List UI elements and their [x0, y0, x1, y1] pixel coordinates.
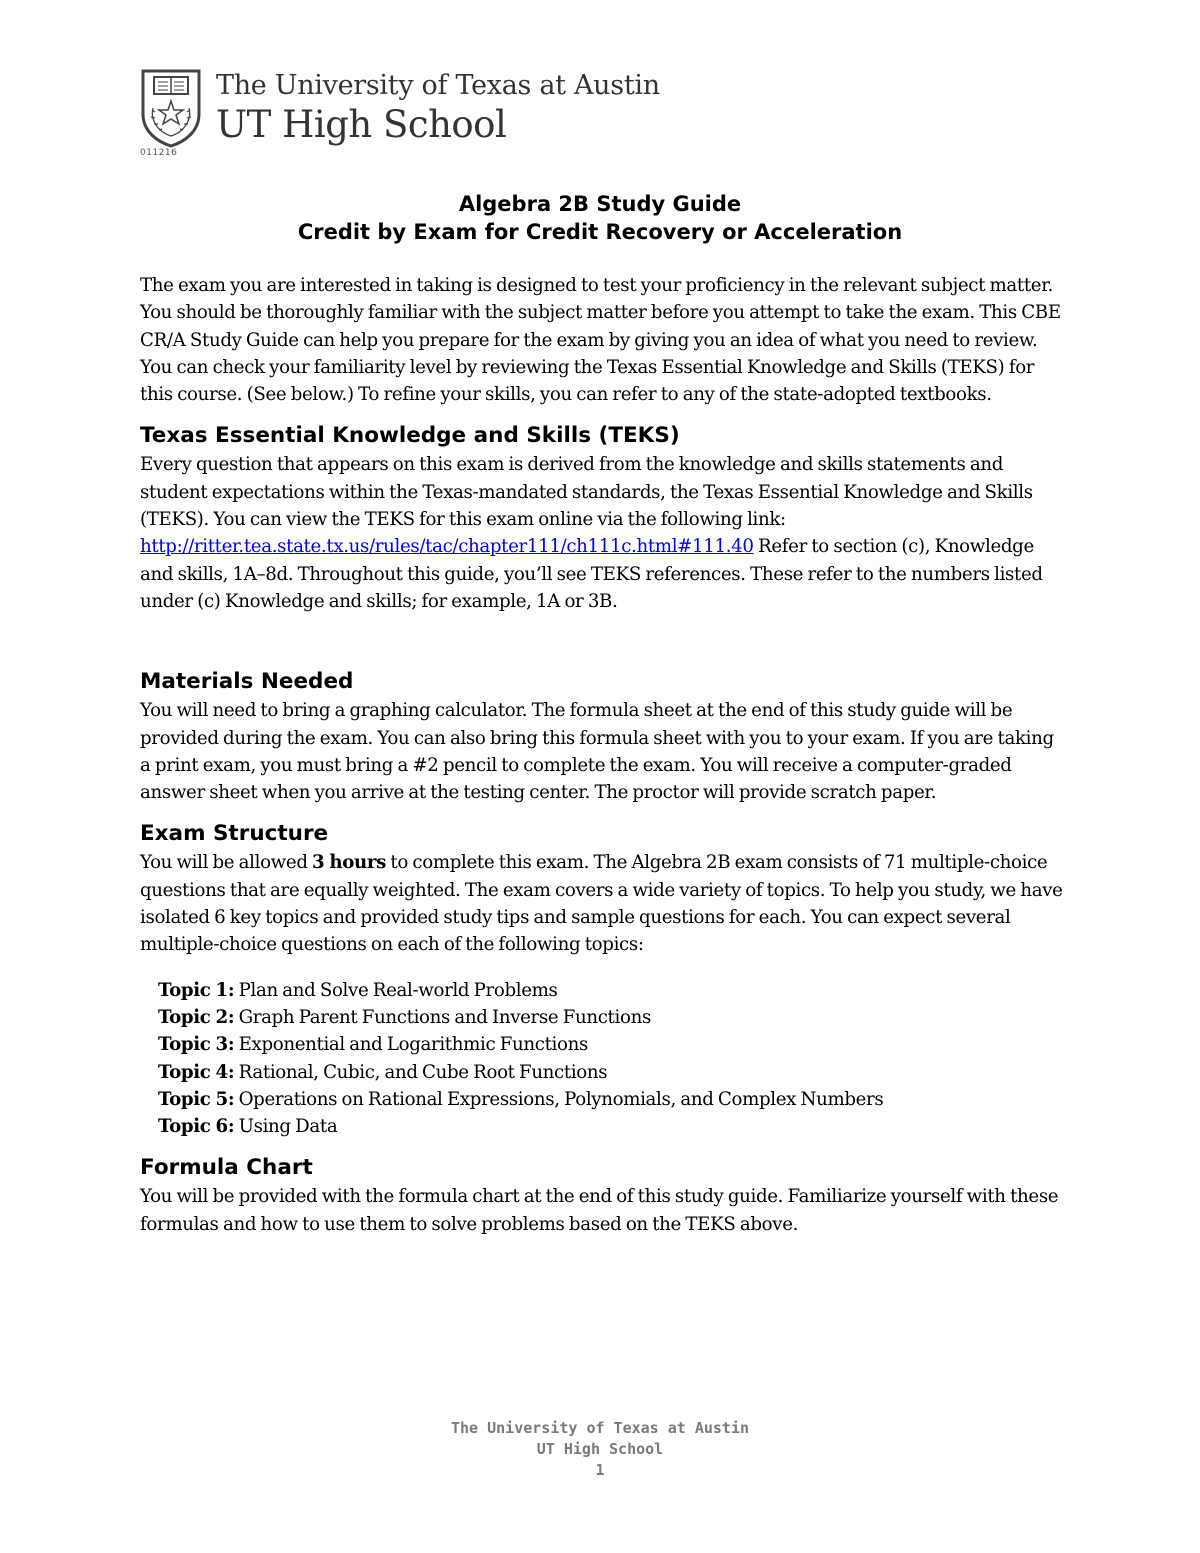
formula-chart-paragraph: You will be provided with the formula chart at the end of this study guide. Familiarize yourself with these formulas and how to use them to solve problems based on the TEKS above.	[140, 1186, 1059, 1235]
topic-label: Topic 2:	[158, 1006, 235, 1028]
exam-structure-heading: Exam Structure	[140, 821, 329, 847]
university-name: The University of Texas at Austin	[216, 70, 660, 101]
list-item	[158, 1059, 1065, 1086]
school-name: UT High School	[216, 103, 507, 146]
topic-list	[158, 977, 1065, 1141]
intro-paragraph: The exam you are interested in taking is designed to test your proficiency in the relevant subject matter. You should be thoroughly familiar with the subject matter before you attempt to take the exam. This CBE CR/A Study Guide can help you prepare for the exam by giving you an idea of what you need to review. You can check your familiarity level by reviewing the Texas Essential Knowledge and Skills (TEKS) for this course. (See below.) To refine your skills, you can refer to any of the state-adopted textbooks.	[140, 275, 1061, 406]
list-item	[158, 1086, 1065, 1113]
exam-structure-text-before: You will be allowed	[140, 852, 313, 874]
page-number: 1	[595, 1461, 605, 1479]
topic-text: Using Data	[234, 1116, 338, 1138]
topic-label: Topic 1:	[158, 979, 235, 1001]
teks-text-after-link: Refer to section (c), Knowledge and skills, 1A–8d. Throughout this guide, you’ll see TEKS references. These refer to the numbers listed under (c) Knowledge and skills; for example, 1A or 3B.	[140, 536, 1043, 612]
footer-university: The University of Texas at Austin	[450, 1419, 749, 1437]
topic-label: Topic 4:	[158, 1061, 235, 1083]
topic-text: Graph Parent Functions and Inverse Functions	[234, 1006, 651, 1028]
topic-text: Plan and Solve Real-world Problems	[234, 979, 558, 1001]
list-item	[158, 1113, 1065, 1140]
teks-link[interactable]: http://ritter.tea.state.tx.us/rules/tac/chapter111/ch111c.html#111.40	[140, 536, 754, 558]
document-subtitle: Credit by Exam for Credit Recovery or Acceleration	[297, 220, 903, 244]
ut-seal-icon	[140, 68, 202, 148]
teks-text-before-link: Every question that appears on this exam is derived from the knowledge and skills statements and student expectations within the Texas-mandated standards, the Texas Essential Knowledge and Skills (TEKS). You can view the TEKS for this exam online via the following link:	[140, 454, 1033, 531]
main-content	[140, 272, 1065, 1238]
topic-text: Operations on Rational Expressions, Polynomials, and Complex Numbers	[234, 1088, 884, 1110]
topic-label: Topic 6:	[158, 1116, 235, 1138]
teks-paragraph	[140, 451, 1065, 615]
footer-school: UT High School	[536, 1440, 664, 1458]
page-footer	[0, 1418, 1200, 1481]
topic-text: Rational, Cubic, and Cube Root Functions	[234, 1061, 608, 1083]
seal-code: 011216	[140, 148, 178, 158]
list-item	[158, 977, 1065, 1004]
exam-duration: 3 hours	[312, 852, 386, 874]
list-item	[158, 1031, 1065, 1058]
document-title: Algebra 2B Study Guide	[458, 192, 742, 216]
letterhead	[140, 68, 660, 160]
exam-structure-text-after: to complete this exam. The Algebra 2B exam consists of 71 multiple-choice questions that are equally weighted. The exam covers a wide variety of topics. To help you study, we have isolated 6 key topics and provided study tips and sample questions for each. You can expect several multiple-choice questions on each of the following topics:	[140, 852, 1063, 956]
materials-heading: Materials Needed	[140, 669, 354, 695]
exam-structure-paragraph	[140, 849, 1065, 958]
teks-heading: Texas Essential Knowledge and Skills (TEKS)	[140, 423, 680, 449]
topic-text: Exponential and Logarithmic Functions	[234, 1034, 588, 1056]
title-block	[140, 190, 1060, 246]
list-item	[158, 1004, 1065, 1031]
topic-label: Topic 3:	[158, 1034, 235, 1056]
topic-label: Topic 5:	[158, 1088, 235, 1110]
materials-paragraph: You will need to bring a graphing calculator. The formula sheet at the end of this study guide will be provided during the exam. You can also bring this formula sheet with you to your exam. If you are taking a print exam, you must bring a #2 pencil to complete the exam. You will receive a computer-graded answer sheet when you arrive at the testing center. The proctor will provide scratch paper.	[140, 700, 1054, 804]
formula-chart-heading: Formula Chart	[140, 1155, 313, 1181]
